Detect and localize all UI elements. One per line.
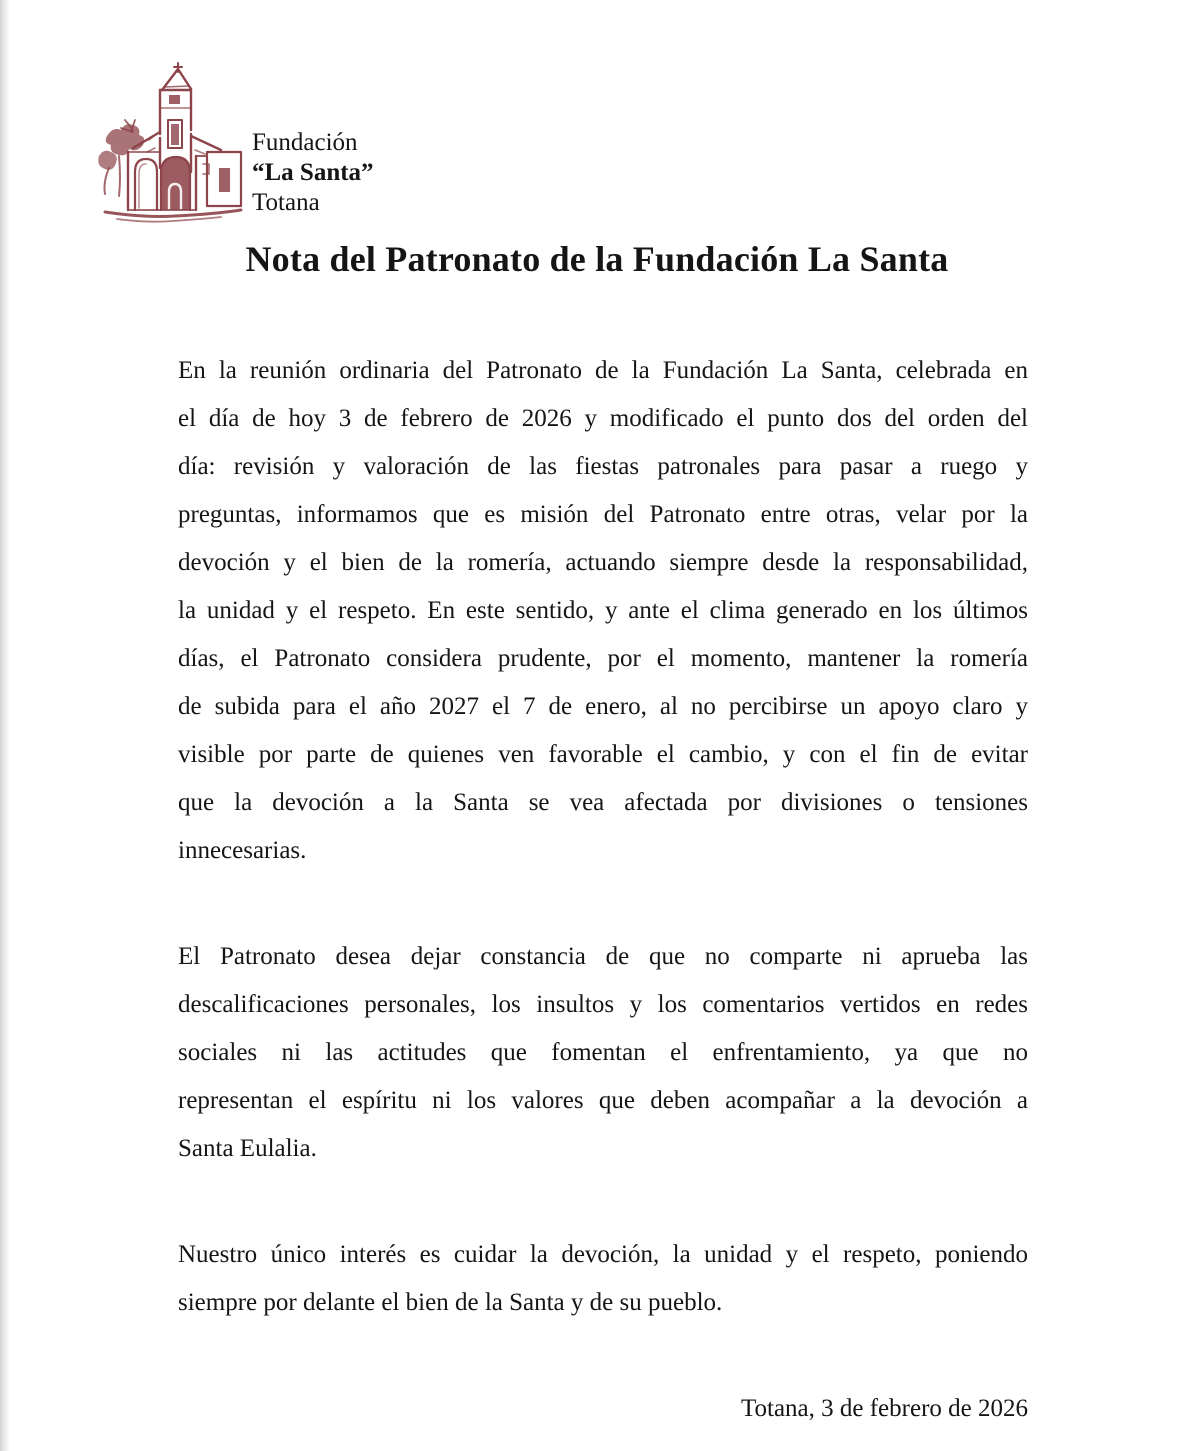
text-line: El Patronato desea dejar constancia de que no comparte ni aprueba las <box>178 943 1028 970</box>
letter-body <box>178 347 1028 1433</box>
paragraph-2 <box>178 933 1028 1173</box>
text-line: sociales ni las actitudes que fomentan el enfrentamiento, ya que no <box>178 1039 1028 1066</box>
text-line: de subida para el año 2027 el 7 de enero, al no percibirse un apoyo claro y <box>178 693 1028 720</box>
org-name-line2: “La Santa” <box>252 159 374 186</box>
text-line: innecesarias. <box>178 837 307 864</box>
text-line: que la devoción a la Santa se vea afectada por divisiones o tensiones <box>178 789 1028 816</box>
church-sketch-icon <box>95 60 247 228</box>
paragraph-1 <box>178 347 1028 875</box>
org-name-block <box>252 128 374 218</box>
text-line: la unidad y el respeto. En este sentido, y ante el clima generado en los últimos <box>178 597 1028 624</box>
text-line: preguntas, informamos que es misión del Patronato entre otras, velar por la <box>178 501 1028 528</box>
text-line: visible por parte de quienes ven favorable el cambio, y con el fin de evitar <box>178 741 1028 768</box>
org-city: Totana <box>252 189 320 216</box>
page-left-edge-shadow <box>0 0 10 1451</box>
paragraph-3 <box>178 1231 1028 1327</box>
text-line: En la reunión ordinaria del Patronato de la Fundación La Santa, celebrada en <box>178 357 1028 384</box>
text-line: Nuestro único interés es cuidar la devoción, la unidad y el respeto, poniendo <box>178 1241 1028 1268</box>
text-line: devoción y el bien de la romería, actuando siempre desde la responsabilidad, <box>178 549 1028 576</box>
text-line: representan el espíritu ni los valores que deben acompañar a la devoción a <box>178 1087 1028 1114</box>
text-line: día: revisión y valoración de las fiestas patronales para pasar a ruego y <box>178 453 1028 480</box>
text-line: el día de hoy 3 de febrero de 2026 y modificado el punto dos del orden del <box>178 405 1028 432</box>
text-line: Santa Eulalia. <box>178 1135 317 1162</box>
text-line: siempre por delante el bien de la Santa y de su pueblo. <box>178 1289 723 1316</box>
dateline: Totana, 3 de febrero de 2026 <box>740 1395 1028 1422</box>
org-name-line1: Fundación <box>252 129 358 156</box>
page-title: Nota del Patronato de la Fundación La Santa <box>245 239 949 279</box>
text-line: días, el Patronato considera prudente, por el momento, mantener la romería <box>178 645 1028 672</box>
text-line: descalificaciones personales, los insultos y los comentarios vertidos en redes <box>178 991 1028 1018</box>
